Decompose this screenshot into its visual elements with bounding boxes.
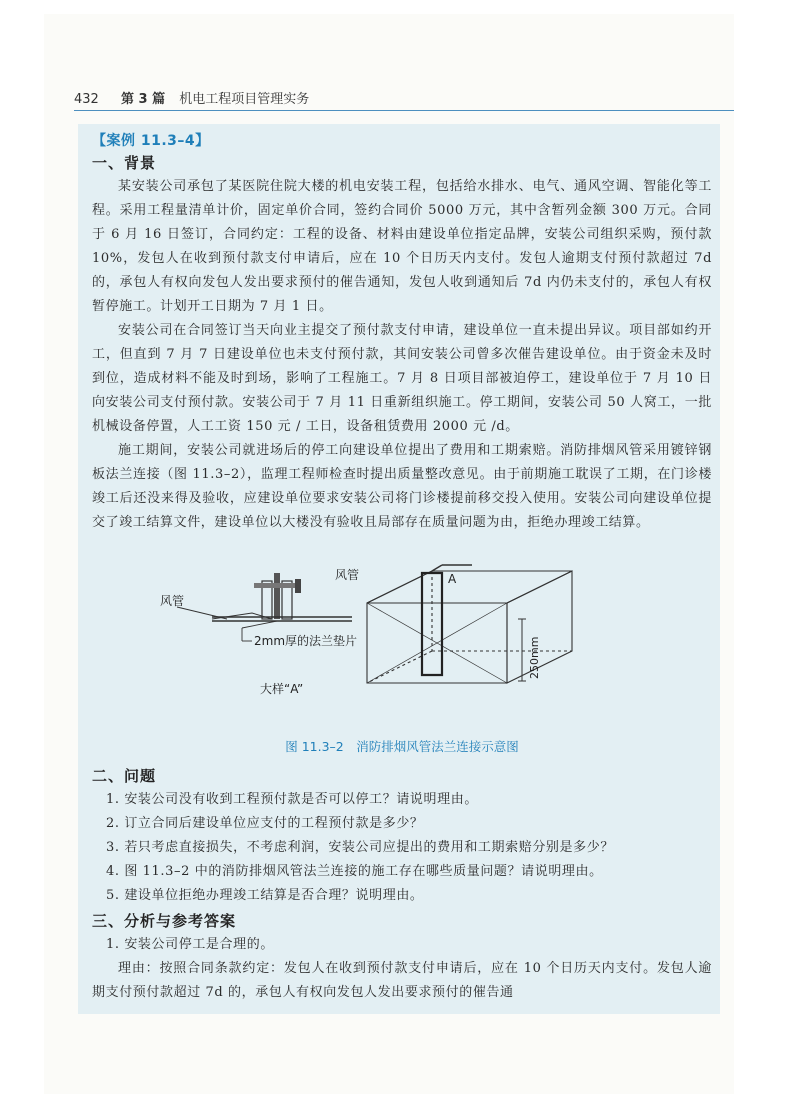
case-title: 【案例 11.3–4】 — [92, 133, 210, 149]
answer-item: 1. 安装公司停工是合理的。 — [106, 937, 274, 952]
detail-a-drawing — [177, 573, 352, 641]
label-gasket: 2mm厚的法兰垫片 — [254, 634, 358, 648]
label-duct-left: 风管 — [160, 594, 185, 608]
label-duct-right: 风管 — [335, 568, 360, 582]
dimension-marker — [518, 619, 526, 681]
answer-reason: 理由：按照合同条款约定：发包人在收到预付款支付申请后，应在 10 个日历天内支付。发包人逾期支付预付款超过 7d 的，承包人有权向发包人发出要求预付的催告通 — [92, 961, 712, 1000]
page-number: 432 — [74, 92, 99, 107]
running-header — [74, 88, 734, 107]
label-point-a: A — [448, 572, 457, 586]
case-content — [92, 130, 712, 1005]
section-analysis-heading: 三、分析与参考答案 — [92, 912, 237, 930]
figure-caption: 图 11.3–2 消防排烟风管法兰连接示意图 — [285, 739, 519, 754]
part-label: 第 3 篇 — [120, 92, 166, 107]
question-item: 2. 订立合同后建设单位应支付的工程预付款是多少？ — [106, 816, 424, 831]
header-rule — [74, 110, 734, 111]
question-item: 5. 建设单位拒绝办理竣工结算是否合理？说明理由。 — [106, 888, 424, 903]
label-dimension: 250mm — [528, 636, 541, 679]
book-title: 机电工程项目管理实务 — [179, 92, 310, 107]
background-paragraph: 安装公司在合同签订当天向业主提交了预付款支付申请，建设单位一直未提出异议。项目部如约开工，但直到 7 月 7 日建设单位也未支付预付款，其间安装公司曾多次催告建设单位。由于资金未及时到位，造成材料不能及时到场，影响了工程施工。7 月 8 日项目部被迫停工，建设单位于 7 月 10 日向安装公司支付预付款。安装公司于 7 月 11 日重新组织施工。停工期间，安装公司 50 人窝工，一批机械设备停置，人工工资 150 元 / 工日，设备租赁费用 2000 元 /d。 — [92, 323, 712, 434]
background-paragraph: 施工期间，安装公司就进场后的停工向建设单位提出了费用和工期索赔。消防排烟风管采用镀锌钢板法兰连接（图 11.3–2），监理工程师检查时提出质量整改意见。由于前期施工耽误了工期，在门诊楼竣工后还没来得及验收，应建设单位要求安装公司将门诊楼提前移交投入使用。安装公司向建设单位提交了竣工结算文件，建设单位以大楼没有验收且局部存在质量问题为由，拒绝办理竣工结算。 — [92, 443, 712, 530]
section-questions-heading: 二、问题 — [92, 767, 157, 785]
question-item: 4. 图 11.3–2 中的消防排烟风管法兰连接的施工存在哪些质量问题？请说明理由。 — [106, 864, 603, 879]
question-item: 1. 安装公司没有收到工程预付款是否可以停工？请说明理由。 — [106, 792, 478, 807]
background-paragraph: 某安装公司承包了某医院住院大楼的机电安装工程，包括给水排水、电气、通风空调、智能化等工程。采用工程量清单计价，固定单价合同，签约合同价 5000 万元，其中含暂列金额 300 万元。合同于 6 月 16 日签订，合同约定：工程的设备、材料由建设单位指定品牌，安装公司组织采购，预付款 10%，发包人在收到预付款支付申请后，应在 10 个日历天内支付。发包人逾期支付预付款超过 7d 的，承包人有权向发包人发出要求预付的催告通知，发包人收到通知后 7d 内仍未支付的，承包人有权暂停施工。计划开工日期为 7 月 1 日。 — [92, 179, 712, 314]
flange-figure — [92, 543, 712, 733]
label-detail-a: 大样“A” — [260, 682, 304, 696]
flange-diagram — [92, 543, 712, 733]
section-background-heading: 一、背景 — [92, 154, 157, 172]
duct-isometric-drawing — [367, 565, 572, 683]
question-item: 3. 若只考虑直接损失，不考虑利润，安装公司应提出的费用和工期索赔分别是多少？ — [106, 840, 614, 855]
